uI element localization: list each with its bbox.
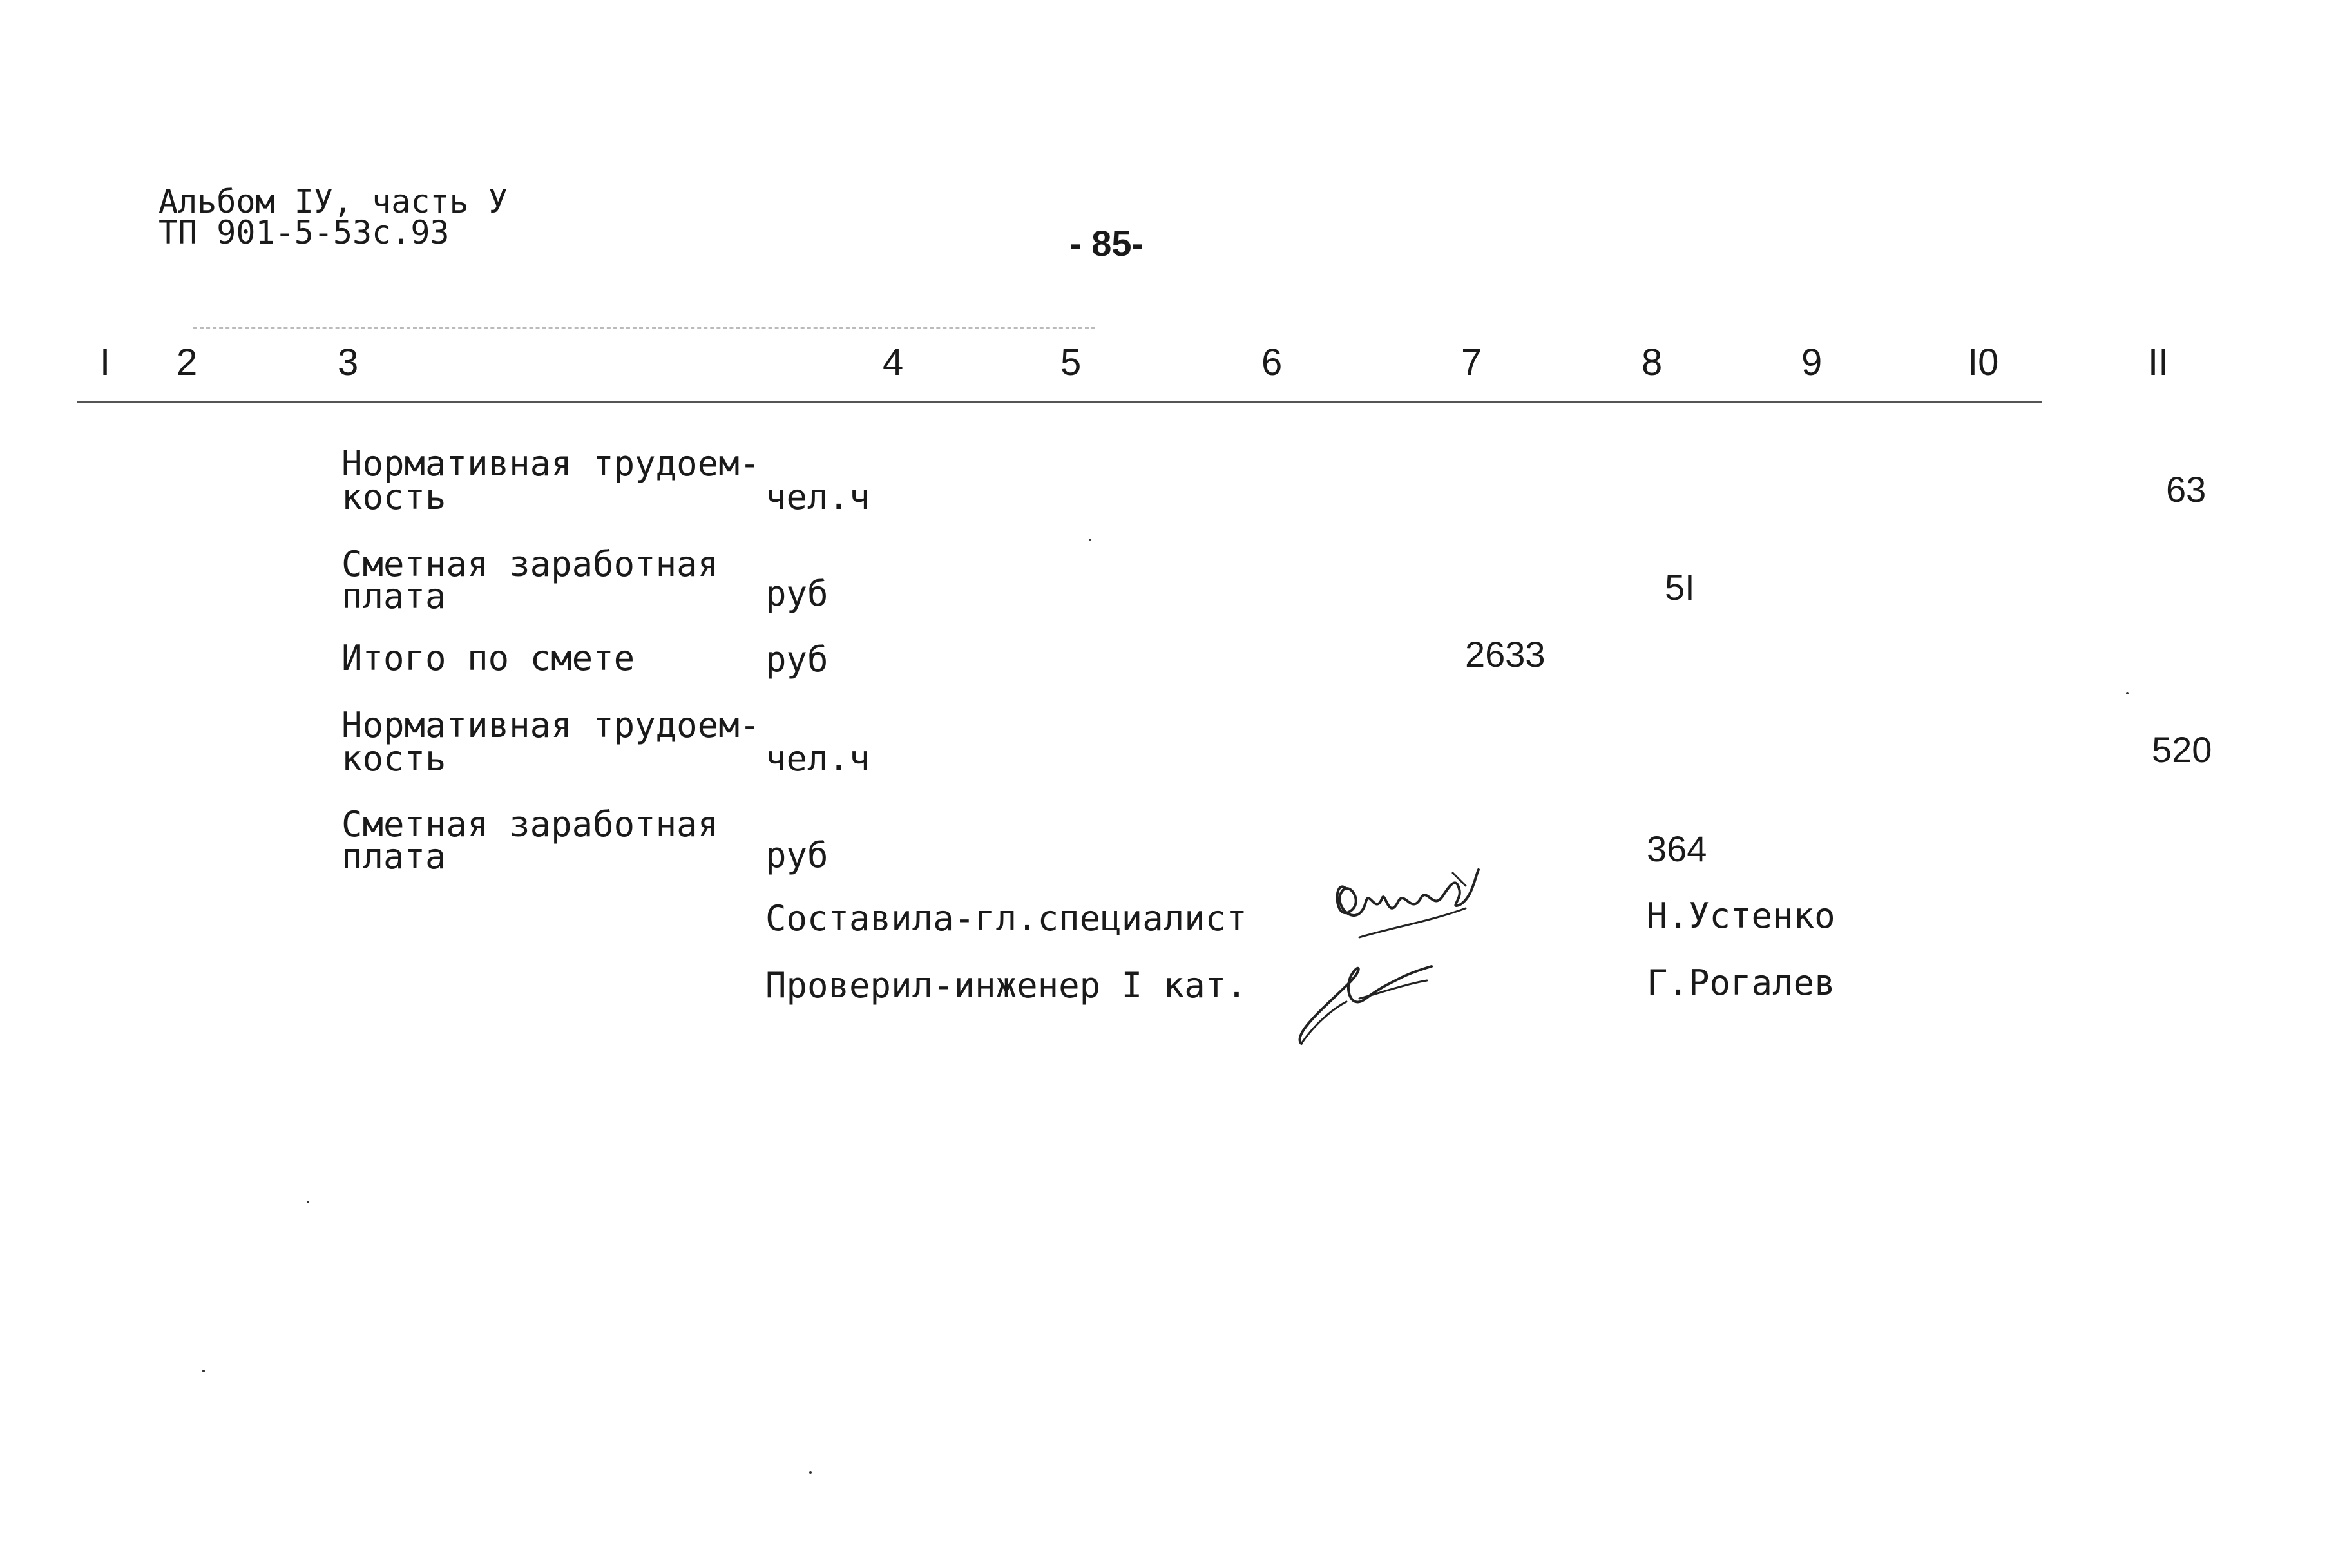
- scan-speck: [1089, 539, 1091, 541]
- signer-role: Проверил-инженер I кат.: [765, 965, 1247, 1006]
- signer-name: Н.Устенко: [1647, 895, 1835, 936]
- signer-role: Составила-гл.специалист: [765, 898, 1247, 939]
- row-name-line2: плата: [341, 836, 446, 877]
- row-unit: руб: [765, 573, 828, 614]
- row-name-line2: кость: [341, 738, 446, 779]
- row-value-col7: 2633: [1465, 634, 1546, 674]
- project-code: ТП 901-5-53с.93: [158, 214, 450, 251]
- scan-speck: [809, 1471, 812, 1474]
- scan-artifact-line: [193, 327, 1095, 329]
- row-name-line1: Нормативная трудоем-: [341, 443, 761, 484]
- column-number: 2: [177, 341, 198, 383]
- row-unit: руб: [765, 835, 828, 875]
- row-name-line1: Нормативная трудоем-: [341, 705, 761, 745]
- column-number: II: [2148, 341, 2169, 383]
- row-value-col8: 5I: [1665, 567, 1695, 607]
- page-number: - 85-: [1069, 223, 1144, 263]
- scan-speck: [2126, 692, 2129, 694]
- row-value-col11: 520: [2152, 729, 2212, 770]
- row-name-line1: Сметная заработная: [341, 804, 719, 845]
- row-value-col8: 364: [1647, 828, 1707, 869]
- signature-ustenko: [1321, 850, 1508, 960]
- column-number: I0: [1968, 341, 1999, 383]
- row-name-line1: Сметная заработная: [341, 544, 719, 584]
- column-number: 3: [338, 341, 359, 383]
- column-number: 5: [1060, 341, 1082, 383]
- column-number: 9: [1801, 341, 1823, 383]
- column-number: 8: [1642, 341, 1663, 383]
- row-name-line1: Итого по смете: [341, 638, 635, 678]
- signature-rogalev: [1288, 947, 1450, 1050]
- scan-speck: [307, 1201, 309, 1203]
- row-value-col11: 63: [2166, 469, 2207, 510]
- column-number: 6: [1261, 341, 1283, 383]
- signer-name: Г.Рогалев: [1647, 962, 1835, 1003]
- column-number: I: [100, 341, 111, 383]
- row-unit: чел.ч: [765, 738, 870, 779]
- row-unit: чел.ч: [765, 477, 870, 517]
- album-label: Альбом IУ, часть У: [158, 183, 508, 220]
- row-name-line2: плата: [341, 576, 446, 617]
- row-name-line2: кость: [341, 477, 446, 517]
- header-rule: [77, 401, 2042, 403]
- row-unit: руб: [765, 639, 828, 680]
- column-number: 4: [883, 341, 904, 383]
- column-number: 7: [1461, 341, 1482, 383]
- scan-speck: [202, 1370, 205, 1372]
